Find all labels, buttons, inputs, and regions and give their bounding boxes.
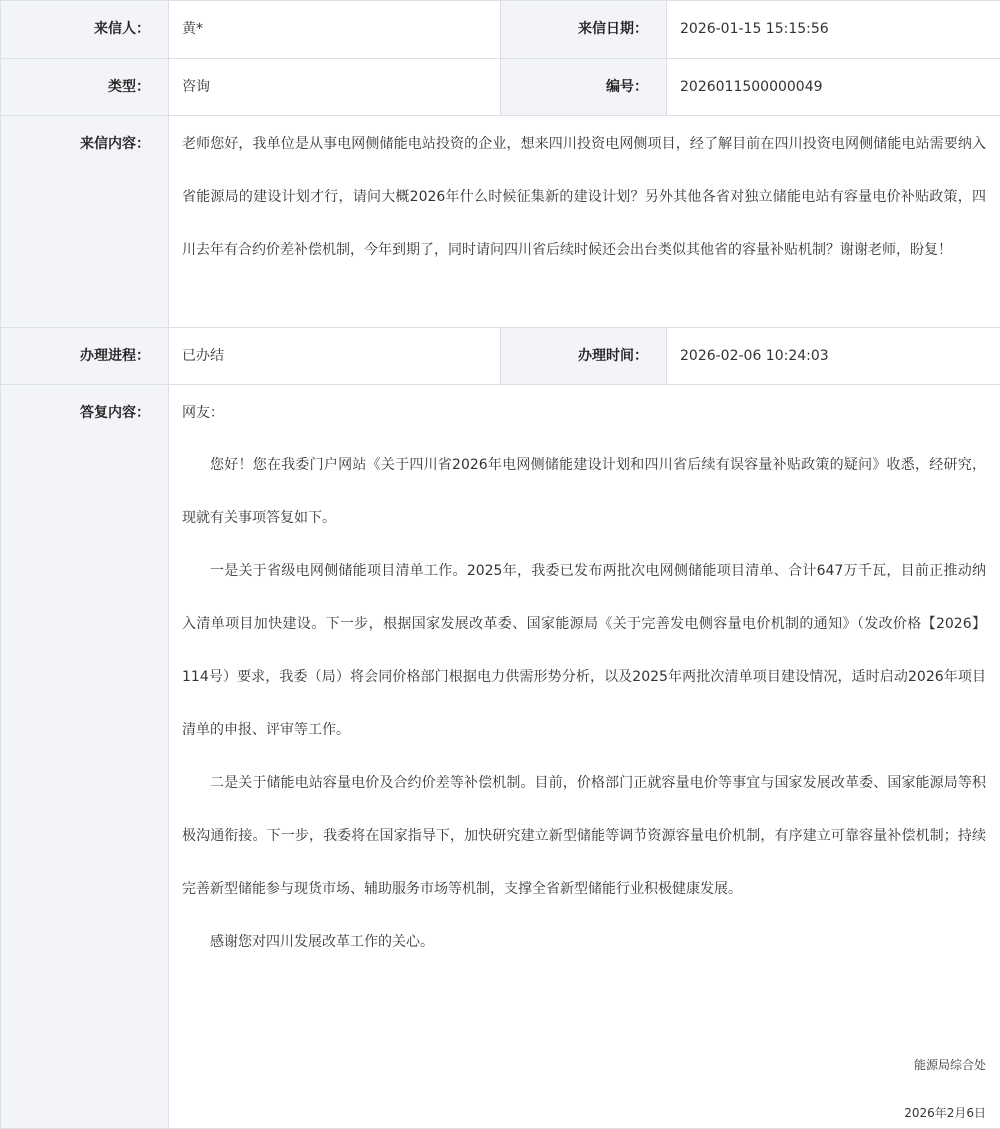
row-sender-date	[1, 1, 1000, 59]
reply-label: 答复内容：	[1, 385, 169, 1129]
letter-content-text: 老师您好，我单位是从事电网侧储能电站投资的企业，想来四川投资电网侧项目，经了解目前在四川投资电网侧储能电站需要纳入省能源局的建设计划才行，请问大概2026年什么时候征集新的建设计划？另外其他各省对独立储能电站有容量电价补贴政策，四川去年有合约价差补偿机制，今年到期了，同时请问四川省后续时候还会出台类似其他省的容量补贴机制？谢谢老师，盼复！	[182, 118, 986, 277]
reply-paragraph: 一是关于省级电网侧储能项目清单工作。2025年，我委已发布两批次电网侧储能项目清单、合计647万千瓦，目前正推动纳入清单项目加快建设。下一步，根据国家发展改革委、国家能源局《关于完善发电侧容量电价机制的通知》（发改价格【2026】114号）要求，我委（局）将会同价格部门根据电力供需形势分析，以及2025年两批次清单项目建设情况，适时启动2026年项目清单的申报、评审等工作。	[182, 545, 986, 757]
reply-paragraph: 二是关于储能电站容量电价及合约价差等补偿机制。目前，价格部门正就容量电价等事宜与国家发展改革委、国家能源局等积极沟通衔接。下一步，我委将在国家指导下，加快研究建立新型储能等调节资源容量电价机制，有序建立可靠容量补偿机制；持续完善新型储能参与现货市场、辅助服务市场等机制，支撑全省新型储能行业积极健康发展。	[182, 757, 986, 916]
date-label: 来信日期：	[501, 1, 667, 59]
number-label: 编号：	[501, 59, 667, 116]
row-type-number	[1, 59, 1000, 116]
reply-salutation: 网友：	[182, 400, 986, 426]
reply-signature	[182, 1055, 986, 1123]
reply-body	[182, 386, 986, 969]
progress-label: 办理进程：	[1, 328, 169, 385]
sender-value: 黄*	[169, 1, 501, 59]
reply-cell	[169, 385, 1000, 1129]
row-progress-time	[1, 328, 1000, 385]
number-value: 2026011500000049	[667, 59, 1000, 116]
date-value: 2026-01-15 15:15:56	[667, 1, 1000, 59]
content-label: 来信内容：	[1, 116, 169, 328]
sender-label: 来信人：	[1, 1, 169, 59]
handle-time-label: 办理时间：	[501, 328, 667, 385]
row-letter-content	[1, 116, 1000, 328]
reply-paragraph: 您好！您在我委门户网站《关于四川省2026年电网侧储能建设计划和四川省后续有误容量补贴政策的疑问》收悉，经研究，现就有关事项答复如下。	[182, 439, 986, 545]
row-reply-content	[1, 385, 1000, 1129]
type-value: 咨询	[169, 59, 501, 116]
signature-date: 2026年2月6日	[182, 1103, 986, 1123]
signature-org: 能源局综合处	[182, 1055, 986, 1075]
type-label: 类型：	[1, 59, 169, 116]
handle-time-value: 2026-02-06 10:24:03	[667, 328, 1000, 385]
progress-value: 已办结	[169, 328, 501, 385]
reply-closing: 感谢您对四川发展改革工作的关心。	[182, 916, 986, 969]
content-cell	[169, 116, 1000, 328]
